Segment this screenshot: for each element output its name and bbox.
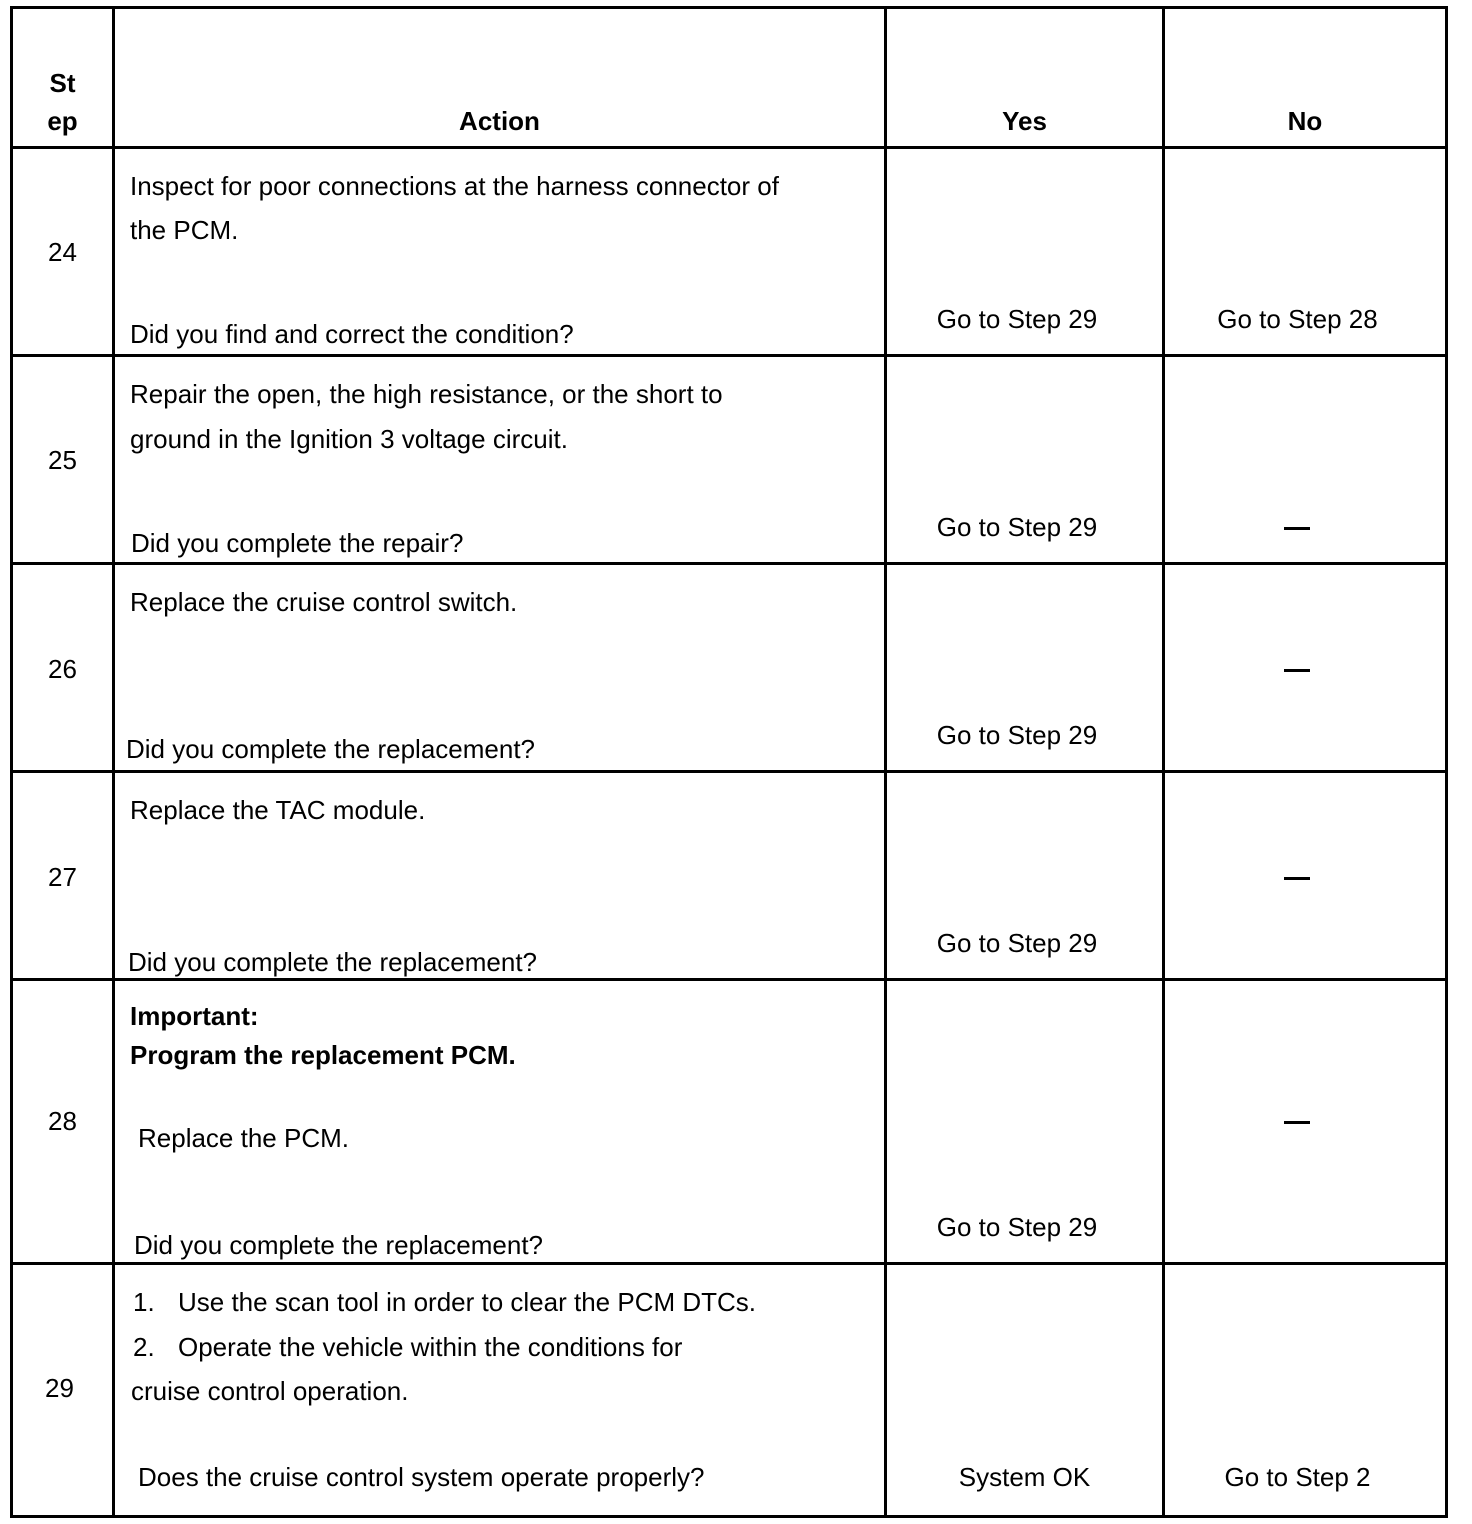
step-number-28: 28 [48,1106,77,1136]
yes-result-29: System OK [958,1462,1091,1492]
rule-row-25 [10,562,1448,565]
list-item-29-2-continuation: cruise control operation. [131,1376,409,1406]
rule-left [10,6,13,1518]
action-text-25-line1: Repair the open, the high resistance, or the short to [130,379,723,409]
yes-result-28: Go to Step 29 [936,1212,1098,1242]
step-number-27: 27 [48,862,77,892]
yes-result-24: Go to Step 29 [936,304,1098,334]
no-result-26-dash [1284,669,1310,672]
rule-right [1445,6,1448,1518]
question-28: Did you complete the replacement? [134,1230,544,1260]
list-item-29-1-number: 1. [133,1287,155,1317]
rule-top [10,6,1448,9]
header-step-line1: St [49,68,76,98]
step-number-29: 29 [45,1373,74,1403]
yes-result-27: Go to Step 29 [936,928,1098,958]
rule-yes-no [1162,6,1165,1518]
rule-row-28 [10,1262,1448,1265]
no-result-28-dash [1284,1121,1310,1124]
action-text-25-line2: ground in the Ignition 3 voltage circuit. [130,424,568,454]
action-text-24-line2: the PCM. [130,215,239,245]
important-text-28: Program the replacement PCM. [130,1040,516,1070]
question-25: Did you complete the repair? [131,528,464,558]
question-29: Does the cruise control system operate properly? [138,1462,705,1492]
step-number-25: 25 [48,445,77,475]
action-text-28-line1: Replace the PCM. [138,1123,349,1153]
header-action: Action [459,106,540,136]
action-text-24-line1: Inspect for poor connections at the harness connector of [130,171,779,201]
action-text-27-line1: Replace the TAC module. [130,795,426,825]
header-no: No [1287,106,1323,136]
no-result-27-dash [1284,877,1310,880]
important-label-28: Important: [130,1001,259,1031]
rule-action-yes [884,6,887,1518]
list-item-29-2-text: Operate the vehicle within the conditions for [178,1332,683,1362]
yes-result-26: Go to Step 29 [936,720,1098,750]
step-number-26: 26 [48,654,77,684]
header-yes: Yes [1002,106,1047,136]
no-result-25-dash [1284,527,1310,530]
list-item-29-1-text: Use the scan tool in order to clear the PCM DTCs. [178,1287,757,1317]
question-26: Did you complete the replacement? [126,734,536,764]
rule-row-27 [10,978,1448,981]
rule-row-26 [10,770,1448,773]
action-text-26-line1: Replace the cruise control switch. [130,587,518,617]
question-24: Did you find and correct the condition? [130,319,574,349]
no-result-29: Go to Step 2 [1224,1462,1371,1492]
rule-header [10,146,1448,149]
header-step-line2: ep [47,106,78,136]
rule-step-action [112,6,115,1518]
rule-bottom [10,1515,1448,1518]
diagnostic-table [10,6,1448,1518]
yes-result-25: Go to Step 29 [936,512,1098,542]
list-item-29-2-number: 2. [133,1332,155,1362]
step-number-24: 24 [48,237,77,267]
question-27: Did you complete the replacement? [128,947,538,977]
no-result-24: Go to Step 28 [1217,304,1378,334]
rule-row-24 [10,354,1448,357]
